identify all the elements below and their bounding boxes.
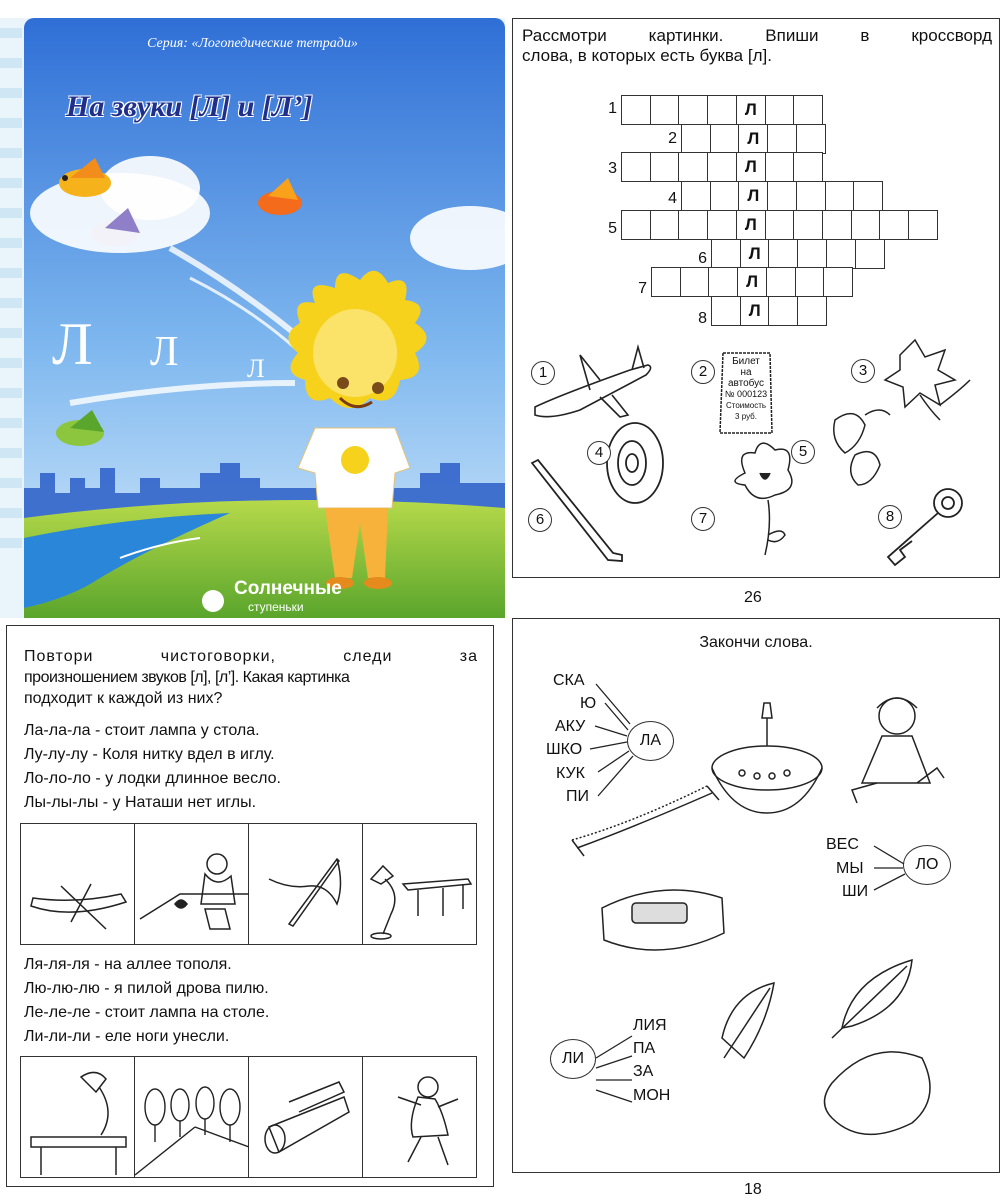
crossword-cell[interactable]: [707, 95, 737, 125]
crossword-cell[interactable]: [681, 124, 711, 154]
cover-letter-medium: Л: [150, 329, 179, 375]
crossword-cell[interactable]: [851, 210, 881, 240]
twisters-instruction: Повтори чистоговорки, следи за произношением звуков [л], [л’]. Какая картинка подходит к каждой из них?: [24, 648, 478, 707]
picture-number-4: 4: [587, 441, 611, 465]
saw-log-icon: [265, 1082, 349, 1153]
crossword-cell[interactable]: [765, 95, 795, 125]
syllable: ВЕС: [826, 836, 859, 853]
crossword-cell[interactable]: [678, 152, 708, 182]
crossword-cell[interactable]: [707, 152, 737, 182]
lemon-icon: [825, 1052, 931, 1135]
crossword-key-cell: Л: [736, 95, 766, 125]
crossword-row-number: 1: [608, 100, 617, 117]
syllable: ПА: [633, 1040, 656, 1057]
cover-title: На звуки [Л] и [Л’]: [66, 90, 313, 123]
syllable: СКА: [553, 672, 585, 689]
crossword-cell[interactable]: [765, 152, 795, 182]
syllable: КУК: [556, 765, 585, 782]
crossword-cell[interactable]: [651, 267, 681, 297]
crossword-cell[interactable]: [908, 210, 938, 240]
crossword-row-number: 7: [638, 280, 647, 297]
picture-number-8: 8: [878, 505, 902, 529]
desk-lamp-icon: [31, 1072, 126, 1175]
crossword-cell[interactable]: [797, 239, 827, 269]
picture-number-3: 3: [851, 359, 875, 383]
crossword-cell[interactable]: [853, 181, 883, 211]
cornflower-icon: [885, 340, 970, 420]
crossword-cell[interactable]: [650, 152, 680, 182]
twister-line-3: Ло-ло-ло - у лодки длинное весло.: [24, 770, 281, 787]
crossword-cell[interactable]: [621, 152, 651, 182]
cover-brand: [234, 580, 342, 616]
picture-number-1: 1: [531, 361, 555, 385]
crossword-cell[interactable]: [826, 239, 856, 269]
crossword-cell[interactable]: [767, 181, 797, 211]
crossword-cell[interactable]: [793, 152, 823, 182]
syllable-center-lo: ЛО: [903, 845, 951, 885]
cover-brand-sub: ступеньки: [248, 600, 304, 614]
syllable-center-la: ЛА: [627, 721, 674, 761]
picture-number-2: 2: [691, 360, 715, 384]
crossword-cell[interactable]: [710, 124, 740, 154]
crossword-row-number: 3: [608, 160, 617, 177]
needle-picture: [249, 824, 363, 944]
twister-pictures-row-1: [20, 823, 477, 945]
strawberry-icon: [834, 410, 890, 485]
crossword-cell[interactable]: [822, 210, 852, 240]
page-18-drawings: [512, 618, 1000, 1173]
crossword-cell[interactable]: [681, 181, 711, 211]
girl-sewing-picture: [135, 824, 249, 944]
cover-page: [0, 18, 505, 618]
crossword-cell[interactable]: [707, 210, 737, 240]
crossword-key-cell: Л: [740, 296, 770, 326]
lamp-on-table-picture: [21, 1057, 135, 1177]
boat-icon: [31, 884, 126, 929]
birch-leaf-icon: [832, 960, 912, 1038]
crossword-row-number: 6: [698, 250, 707, 267]
crossword-key-cell: Л: [738, 124, 768, 154]
cover-series: Серия: «Логопедические тетради»: [147, 36, 358, 51]
crossword-cell[interactable]: [678, 210, 708, 240]
crossword-cell[interactable]: [796, 181, 826, 211]
crossword-row-number: 5: [608, 220, 617, 237]
key-icon: [888, 489, 962, 565]
syllable: ПИ: [566, 788, 589, 805]
twister-line-4: Лы-лы-лы - у Наташи нет иглы.: [24, 794, 257, 811]
needle-icon: [269, 859, 341, 926]
saw-log-picture: [249, 1057, 363, 1177]
picture-number-6: 6: [528, 508, 552, 532]
crossword-cell[interactable]: [825, 181, 855, 211]
crossword-cell[interactable]: [879, 210, 909, 240]
crossword-cell[interactable]: [768, 296, 798, 326]
twister-line-5: Ля-ля-ля - на аллее тополя.: [24, 956, 232, 973]
crossword-cell[interactable]: [708, 267, 738, 297]
crossword-cell[interactable]: [768, 239, 798, 269]
crossword-row-number: 4: [668, 190, 677, 207]
doll-icon: [852, 698, 944, 803]
bus-ticket-text: Билет на автобус № 000123 Стоимость 3 руб.: [724, 356, 768, 421]
syllable: Ю: [580, 695, 597, 712]
crossword-cell[interactable]: [711, 296, 741, 326]
crossword-key-cell: Л: [736, 152, 766, 182]
lime-leaf-icon: [722, 983, 774, 1058]
page-number-18: 18: [744, 1181, 762, 1198]
picture-number-7: 7: [691, 507, 715, 531]
crossword-cell[interactable]: [795, 267, 825, 297]
lamp-table-picture: [363, 824, 476, 944]
spinning-top-icon: [712, 703, 822, 813]
crossword-cell[interactable]: [650, 95, 680, 125]
crossword-cell[interactable]: [855, 239, 885, 269]
crossword-cell[interactable]: [621, 210, 651, 240]
boat-picture: [21, 824, 135, 944]
crossword-key-cell: Л: [737, 267, 767, 297]
crossword-cell[interactable]: [621, 95, 651, 125]
crossword-cell[interactable]: [680, 267, 710, 297]
soap-icon: [602, 890, 724, 950]
cover-letter-large: Л: [52, 311, 93, 377]
crossword-cell[interactable]: [710, 181, 740, 211]
crossword-cell[interactable]: [796, 124, 826, 154]
twister-line-7: Ле-ле-ле - стоит лампа на столе.: [24, 1004, 270, 1021]
syllable: ЛИЯ: [633, 1017, 667, 1034]
crossword-cell[interactable]: [765, 210, 795, 240]
crossword-cell[interactable]: [766, 267, 796, 297]
crossword-key-cell: Л: [736, 210, 766, 240]
syllable: ШИ: [842, 883, 869, 900]
page-18-instruction: Закончи слова.: [699, 634, 813, 651]
crossword-key-cell: Л: [738, 181, 768, 211]
syllable-center-li: ЛИ: [550, 1039, 596, 1079]
twister-line-6: Лю-лю-лю - я пилой дрова пилю.: [24, 980, 269, 997]
page-26-instruction: Рассмотри картинки. Впиши в кроссворд слова, в которых есть буква [л].: [522, 26, 992, 65]
hand-saw-icon: [572, 786, 719, 856]
crossword-cell[interactable]: [793, 95, 823, 125]
cover-brand-main: Солнечные: [234, 578, 342, 599]
crossword-cell[interactable]: [650, 210, 680, 240]
crossword-cell[interactable]: [797, 296, 827, 326]
crossword-cell[interactable]: [793, 210, 823, 240]
pansy-icon: [735, 443, 792, 555]
crossword-cell[interactable]: [823, 267, 853, 297]
twister-line-2: Лу-лу-лу - Коля нитку вдел в иглу.: [24, 746, 275, 763]
twister-line-1: Ла-ла-ла - стоит лампа у стола.: [24, 722, 260, 739]
twister-pictures-row-2: [20, 1056, 477, 1178]
crossword-row-number: 2: [668, 130, 677, 147]
page-number-26: 26: [744, 589, 762, 606]
crossword-cell[interactable]: [767, 124, 797, 154]
crossword-cell[interactable]: [711, 239, 741, 269]
airplane-icon: [535, 347, 651, 417]
wheel-icon: [607, 423, 663, 503]
syllable: АКУ: [555, 718, 586, 735]
syllable: ЗА: [633, 1063, 654, 1080]
poplar-alley-picture: [135, 1057, 249, 1177]
lamp-icon: [371, 866, 471, 939]
trees-icon: [135, 1087, 249, 1175]
crossword-cell[interactable]: [678, 95, 708, 125]
cover-letter-small: Л: [247, 354, 265, 383]
syllable: ШКО: [546, 741, 583, 758]
syllable: МЫ: [836, 860, 864, 877]
syllable: МОН: [633, 1087, 671, 1104]
twister-line-8: Ли-ли-ли - еле ноги унесли.: [24, 1028, 230, 1045]
picture-number-5: 5: [791, 440, 815, 464]
running-girl-icon: [398, 1077, 458, 1165]
crossword-key-cell: Л: [740, 239, 770, 269]
crossword-row-number: 8: [698, 310, 707, 327]
running-girl-picture: [363, 1057, 476, 1177]
girl-sewing-icon: [140, 854, 249, 929]
